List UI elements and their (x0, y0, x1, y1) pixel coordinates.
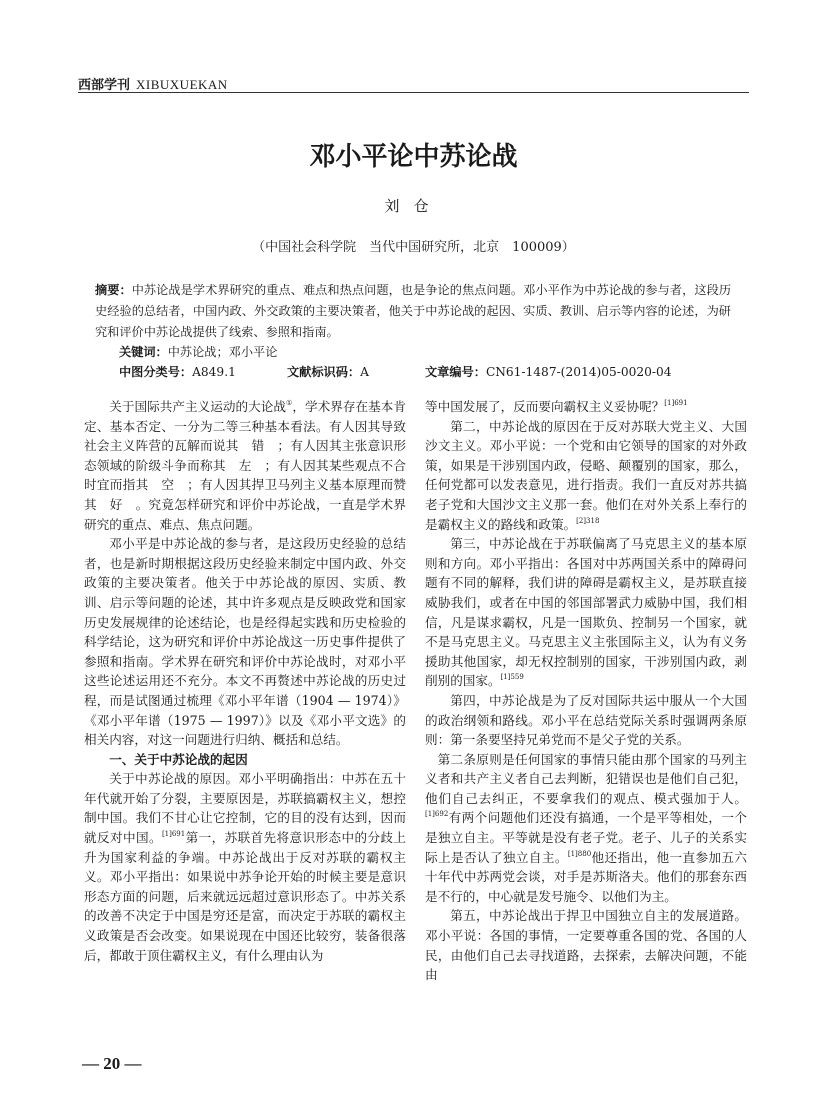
text-run: 关于中苏论战的原因。邓小平明确指出：中苏在五十年代就开始了分裂，主要原因是，苏联搞霸权主义，想控制中国。我们不甘心让它控制，它的目的没有达到，因而就反对中国。 (84, 771, 406, 846)
citation-ref: [1]691 (664, 399, 688, 407)
text-run: ，学术界存在基本肯定、基本否定、一分为二等三种基本看法。有人因其导致社会主义阵营的瓦解而说其 错 ；有人因其主张意识形态领域的阶级斗争而称其 左 ；有人因其某些观点不合时宜而指其 空 ；有人因其捍卫马列主义基本原理而赞其 好 。究竟怎样研究和评价中苏论战，一直是学术界研究的重点、难点、焦点问题。 (84, 399, 407, 532)
paragraph (425, 397, 747, 417)
clc-code (119, 363, 236, 380)
journal-name-en: XIBUXUEKAN (136, 77, 228, 92)
clc-value: A849.1 (192, 365, 236, 379)
citation-ref: [2]318 (576, 516, 600, 525)
text-run: 第一，苏联首先将意识形态中的分歧上升为国家利益的争端。中苏论战出于反对苏联的霸权主义。邓小平指出：如果说中苏争论开始的时候主要是意识形态方面的问题，后来就远远超过意识形态了。中苏关系的改善不决定于中国是穷还是富，而决定于苏联的霸权主义政策是否会改变。如果说现在中国还比较穷，装备很落后，都敢于顶住霸权主义，有什么理由认为 (84, 830, 407, 963)
paragraph (84, 397, 406, 534)
article-title: 邓小平论中苏论战 (309, 142, 518, 172)
clc-label: 中图分类号： (119, 365, 193, 379)
running-header (78, 74, 228, 93)
citation-ref: [1]880 (567, 849, 592, 858)
citation-ref: [1]692 (425, 810, 449, 819)
section-heading: 一、关于中苏论战的起因 (109, 751, 248, 767)
text-run: 第二条原则是任何国家的事情只能由那个国家的马列主义者和共产主义者自己去判断，犯错误也是他们自己犯，他们自己去纠正，不要拿我们的观点、模式强加于人。 (425, 751, 747, 806)
left-column (84, 397, 406, 965)
article-code (425, 363, 671, 380)
page-number: — 20 — (82, 1054, 142, 1073)
article-value: CN61-1487-(2014)05-0020-04 (485, 365, 672, 379)
text-run: 第二，中苏论战的原因在于反对苏联大党主义、大国沙文主义。邓小平说：一个党和由它领导的国家的对外政策，如果是干涉别国内政，侵略、颠覆别的国家，那么，任何党都可以发表意见，进行指责。我们一直反对苏共搞老子党和大国沙文主义那一套。他们在对外关系上奉行的是霸权主义的路线和政策。 (425, 418, 747, 532)
footnote-mark: ① (286, 399, 293, 407)
header-rule (78, 92, 749, 93)
text-run: 关于国际共产主义运动的大论战 (109, 399, 287, 414)
text-run: 有两个问题他们还没有搞通，一个是平等相处，一个是独立自主。平等就是没有老子党。老子、儿子的关系实际上是否认了独立自主。 (425, 810, 747, 865)
doc-value: A (360, 365, 369, 379)
text-run: 等中国发展了，反而要向霸权主义妥协呢？ (425, 399, 665, 414)
keywords-text: 中苏论战；邓小平论 (167, 345, 278, 359)
paragraph: 第四，中苏论战是为了反对国际共运中服从一个大国的政治纲领和路线。邓小平在总结党际关系时强调两条原则：第一条要坚持兄弟党而不是父子党的关系。 (425, 692, 747, 748)
paragraph: 第五，中苏论战出于捍卫中国独立自主的发展道路。邓小平说：各国的事情，一定要尊重各国的党、各国的人民，由他们自己去寻找道路，去探索，去解决问题，不能由 (425, 908, 747, 983)
text-run: 第三，中苏论战在于苏联偏离了马克思主义的基本原则和方向。邓小平指出：各国对中苏两国关系中的障碍问题有不同的解释，我们讲的障碍是霸权主义，是苏联直接威胁我们，或者在中国的邻国部署武力威胁中国，我们相信，凡是谋求霸权，凡是一国欺负、控制另一个国家，就不是马克思主义。马克思主义主张国际主义，认为有义务援助其他国家，却无权控制别的国家，干涉别国内政，剥削别的国家。 (425, 536, 747, 689)
keywords-label: 关键词： (119, 345, 168, 359)
paragraph (425, 417, 747, 535)
right-column (425, 397, 747, 985)
affiliation: （中国社会科学院 当代中国研究所，北京 100009） (252, 240, 575, 255)
paragraph (425, 750, 747, 907)
journal-name-cn: 西部学刊 (78, 78, 131, 93)
paragraph (425, 534, 747, 691)
doc-code (287, 363, 369, 380)
article-label: 文章编号： (425, 365, 486, 379)
abstract-label: 摘要： (95, 283, 132, 297)
abstract-text: 中苏论战是学术界研究的重点、难点和热点问题，也是争论的焦点问题。邓小平作为中苏论战的参与者，这段历史经验的总结者，中国内政、外交政策的主要决策者，他关于中苏论战的起因、实质、教训、启示等内容的论述，为研究和评价中苏论战提供了线索、参照和指南。 (95, 283, 732, 339)
text-run: 他还指出，他一直参加五六十年代中苏两党会谈，对手是苏斯洛夫。他们的那套东西是不行的，中心就是发号施令、以他们为主。 (425, 849, 748, 904)
citation-ref: [1]691 (161, 830, 186, 839)
keywords (119, 343, 277, 360)
paragraph (84, 769, 406, 965)
paragraph: 邓小平是中苏论战的参与者，是这段历史经验的总结者，也是新时期根据这段历史经验来制定中国内政、外交政策的主要决策者。他关于中苏论战的原因、实质、教训、启示等问题的论述，其中许多观点是反映政党和国家历史发展规律的论述结论，也是经得起实践和历史检验的科学结论，这为研究和评价中苏论战这一历史事件提供了参照和指南。学术界在研究和评价中苏论战时，对邓小平这些论述运用还不充分。本文不再赘述中苏论战的历史过程，而是试图通过梳理《邓小平年谱（1904 — 1974）》《邓小平年谱（1975 — 1997）》以及《邓小平文选》的相关内容，对这一问题进行归纳、概括和总结。 (84, 536, 406, 748)
citation-ref: [1]559 (500, 673, 524, 682)
author: 刘仓 (384, 197, 443, 215)
doc-label: 文献标识码： (287, 365, 361, 379)
abstract (95, 280, 731, 343)
